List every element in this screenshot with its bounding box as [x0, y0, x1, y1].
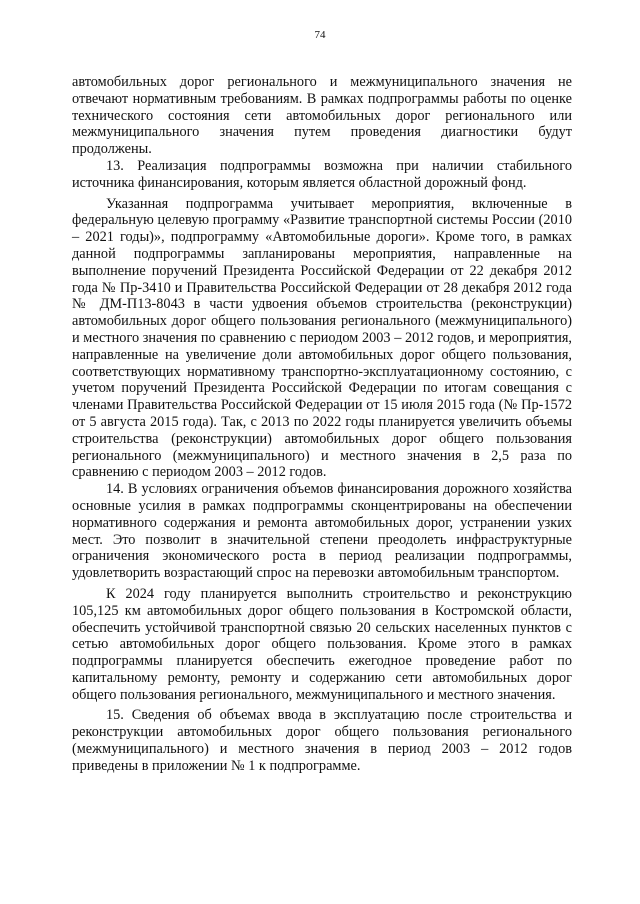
- paragraph-14: 14. В условиях ограничения объемов финансирования дорожного хозяйства основные усилия в рамках подпрограммы сконцентрированы на обеспечении нормативного содержания и ремонта автомобильных дорог, устранении узких мест. Это позволит в значительной степени преодолеть инфраструктурные ограничения экономического роста в период реализации подпрограммы, удовлетворить возрастающий спрос на перевозки автомобильным транспортом.: [72, 481, 572, 582]
- document-body: [72, 74, 572, 775]
- paragraph-program-measures: Указанная подпрограмма учитывает мероприятия, включенные в федеральную целевую программу «Развитие транспортной системы России (2010 – 2021 годы)», подпрограмму «Автомобильные дороги». Кроме того, в рамках данной подпрограммы запланированы мероприятия, направленные на выполнение поручений Президента Российской Федерации от 22 декабря 2012 года № Пр-3410 и Правительства Российской Федерации от 28 декабря 2012 года № ДМ-П13-8043 в части удвоения объемов строительства (реконструкции) автомобильных дорог общего пользования регионального (межмуниципального) и местного значения по сравнению с периодом 2003 – 2012 годов, и мероприятия, направленные на увеличение доли автомобильных дорог общего пользования, соответствующих нормативному транспортно-эксплуатационному состоянию, с учетом поручений Президента Российской Федерации по итогам совещания с членами Правительства Российской Федерации от 15 июля 2015 года (№ Пр-1572 от 5 августа 2015 года). Так, с 2013 по 2022 годы планируется увеличить объемы строительства (реконструкции) автомобильных дорог общего пользования регионального (межмуниципального) и местного значения в 2,5 раза по сравнению с периодом 2003 – 2012 годов.: [72, 195, 572, 481]
- paragraph-2024-plans: К 2024 году планируется выполнить строительство и реконструкцию 105,125 км автомобильных дорог общего пользования в Костромской области, обеспечить устойчивой транспортной связью 20 сельских населенных пунктов с сетью автомобильных дорог общего пользования. Кроме этого в рамках подпрограммы планируется обеспечить ежегодное проведение работ по капитальному ремонту, ремонту и содержанию сети автомобильных дорог общего пользования регионального, межмуниципального и местного значения.: [72, 585, 572, 703]
- page-number: 74: [314, 29, 326, 41]
- paragraph-15: 15. Сведения об объемах ввода в эксплуатацию после строительства и реконструкции автомобильных дорог общего пользования регионального (межмуниципального) и местного значения в период 2003 – 2012 годов приведены в приложении № 1 к подпрограмме.: [72, 707, 572, 774]
- paragraph-continuation: автомобильных дорог регионального и межмуниципального значения не отвечают нормативным требованиям. В рамках подпрограммы работы по оценке технического состояния сети автомобильных дорог регионального или межмуниципального значения путем проведения диагностики будут продолжены.: [72, 74, 572, 158]
- paragraph-13: 13. Реализация подпрограммы возможна при наличии стабильного источника финансирования, которым является областной дорожный фонд.: [72, 157, 572, 191]
